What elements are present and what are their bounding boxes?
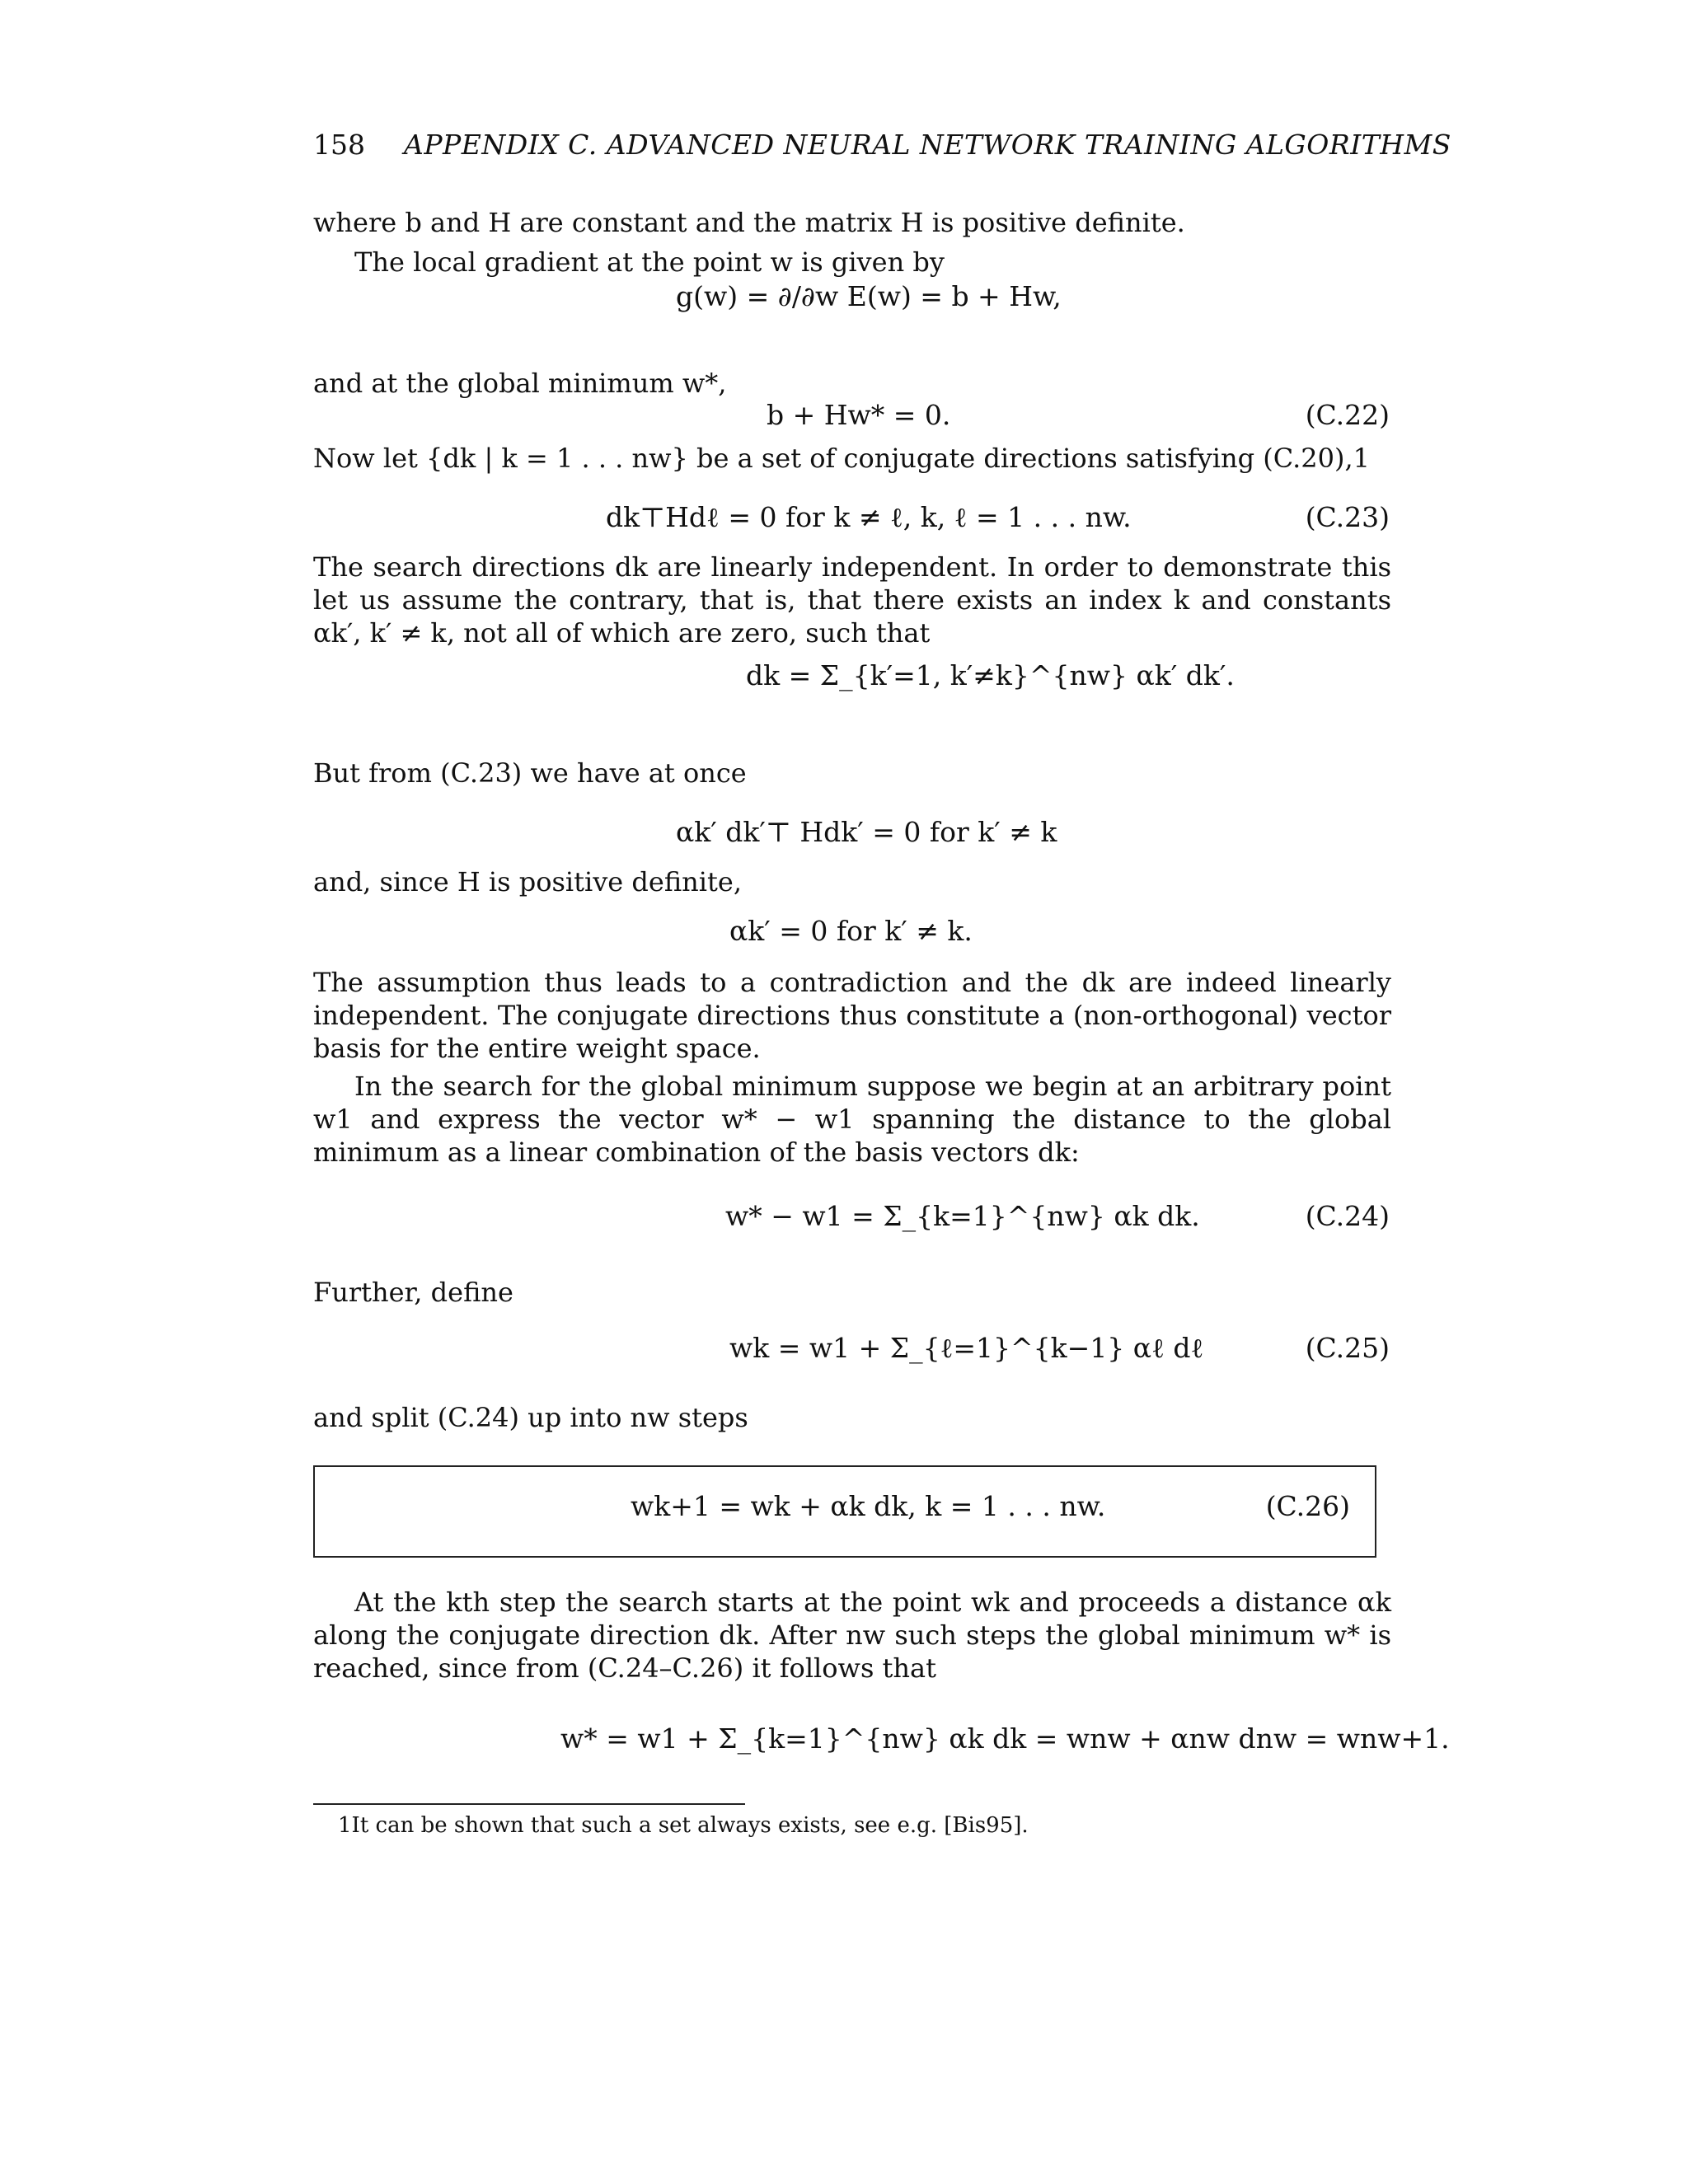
paragraph-1: where b and H are constant and the matrix H is positive definite. [313,207,1185,238]
equation-dk-sum: dk = Σ_{k′=1, k′≠k}^{nw} αk′ dk′. [746,659,1235,691]
equation-c25: wk = w1 + Σ_{ℓ=1}^{k−1} αℓ dℓ [729,1332,1204,1364]
equation-gradient [676,280,1062,312]
paragraph-3: and at the global minimum w*, [313,368,727,399]
equation-c24: w* − w1 = Σ_{k=1}^{nw} αk dk. [725,1200,1200,1232]
paragraph-6: But from (C.23) we have at once [313,757,747,789]
paragraph-9: In the search for the global minimum suppose we begin at an arbitrary point w1 and express the vector w* − w1 spanning the distance to the global minimum as a linear combination of the basis vectors dk: [313,1071,1391,1168]
running-head: APPENDIX C. ADVANCED NEURAL NETWORK TRAINING ALGORITHMS [404,129,1451,161]
paragraph-5: The search directions dk are linearly independent. In order to demonstrate this let us assume the contrary, that is, that there exists an index k and constants αk′, k′ ≠ k, not all of which are zero, such that [313,551,1391,649]
footnote: 1It can be shown that such a set always exists, see e.g. [Bis95]. [338,1813,1029,1838]
equation-number-c22: (C.22) [1305,399,1390,431]
paragraph-8: The assumption thus leads to a contradiction and the dk are indeed linearly independent. The conjugate directions thus constitute a (non-orthogonal) vector basis for the entire weight space. [313,967,1391,1064]
paragraph-10: Further, define [313,1277,513,1308]
equation-c22: b + Hw* = 0. [767,399,951,431]
paragraph-2: The local gradient at the point w is given by [354,246,945,278]
footnote-rule [313,1803,745,1805]
equation-gradient-text: g(w) = ∂/∂w E(w) = b + Hw, [676,280,1062,312]
equation-number-c24: (C.24) [1305,1200,1390,1232]
paragraph-4: Now let {dk | k = 1 . . . nw} be a set of conjugate directions satisfying (C.20),1 [313,443,1371,474]
equation-final: w* = w1 + Σ_{k=1}^{nw} αk dk = wnw + αnw dnw = wnw+1. [560,1722,1450,1755]
page-number: 158 [313,129,365,161]
equation-c26: wk+1 = wk + αk dk, k = 1 . . . nw. [631,1490,1106,1522]
equation-alpha-zero: αk′ = 0 for k′ ≠ k. [729,915,973,947]
equation-c23: dk⊤Hdℓ = 0 for k ≠ ℓ, k, ℓ = 1 . . . nw. [606,501,1132,533]
equation-number-c26: (C.26) [1265,1490,1350,1522]
paragraph-12: At the kth step the search starts at the point wk and proceeds a distance αk along the conjugate direction dk. After nw such steps the global minimum w* is reached, since from (C.24–C.26) it follows that [313,1586,1391,1684]
paragraph-11: and split (C.24) up into nw steps [313,1402,748,1433]
paragraph-7: and, since H is positive definite, [313,866,742,898]
equation-number-c23: (C.23) [1305,501,1390,533]
equation-number-c25: (C.25) [1305,1332,1390,1364]
equation-conjugate-zero: αk′ dk′⊤ Hdk′ = 0 for k′ ≠ k [676,816,1057,848]
